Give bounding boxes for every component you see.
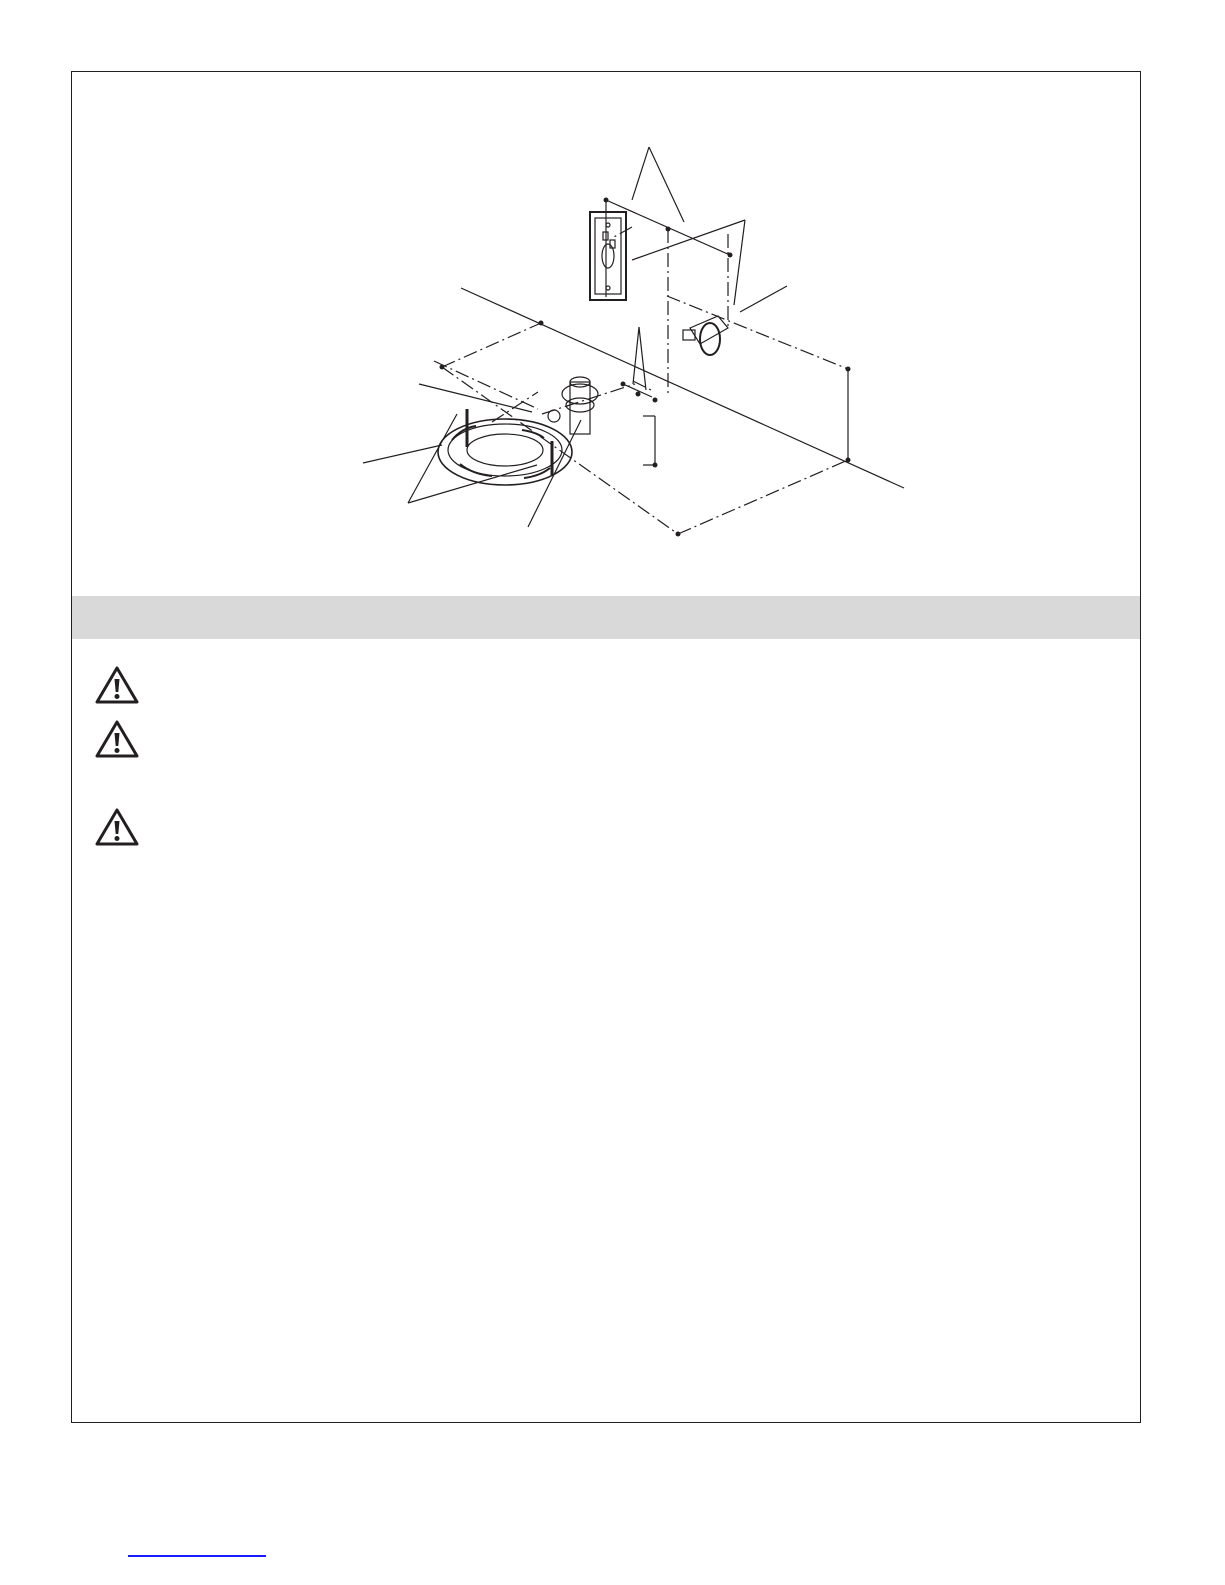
- page-frame: [71, 71, 1141, 1423]
- warning-triangle-icon: [94, 665, 140, 705]
- rough-in-diagram-icon: [72, 72, 1140, 596]
- warning-triangle-icon: [94, 719, 140, 759]
- footer-link[interactable]: [128, 1555, 266, 1557]
- warning-triangle-icon: [94, 807, 140, 847]
- section-header-band: [72, 596, 1140, 639]
